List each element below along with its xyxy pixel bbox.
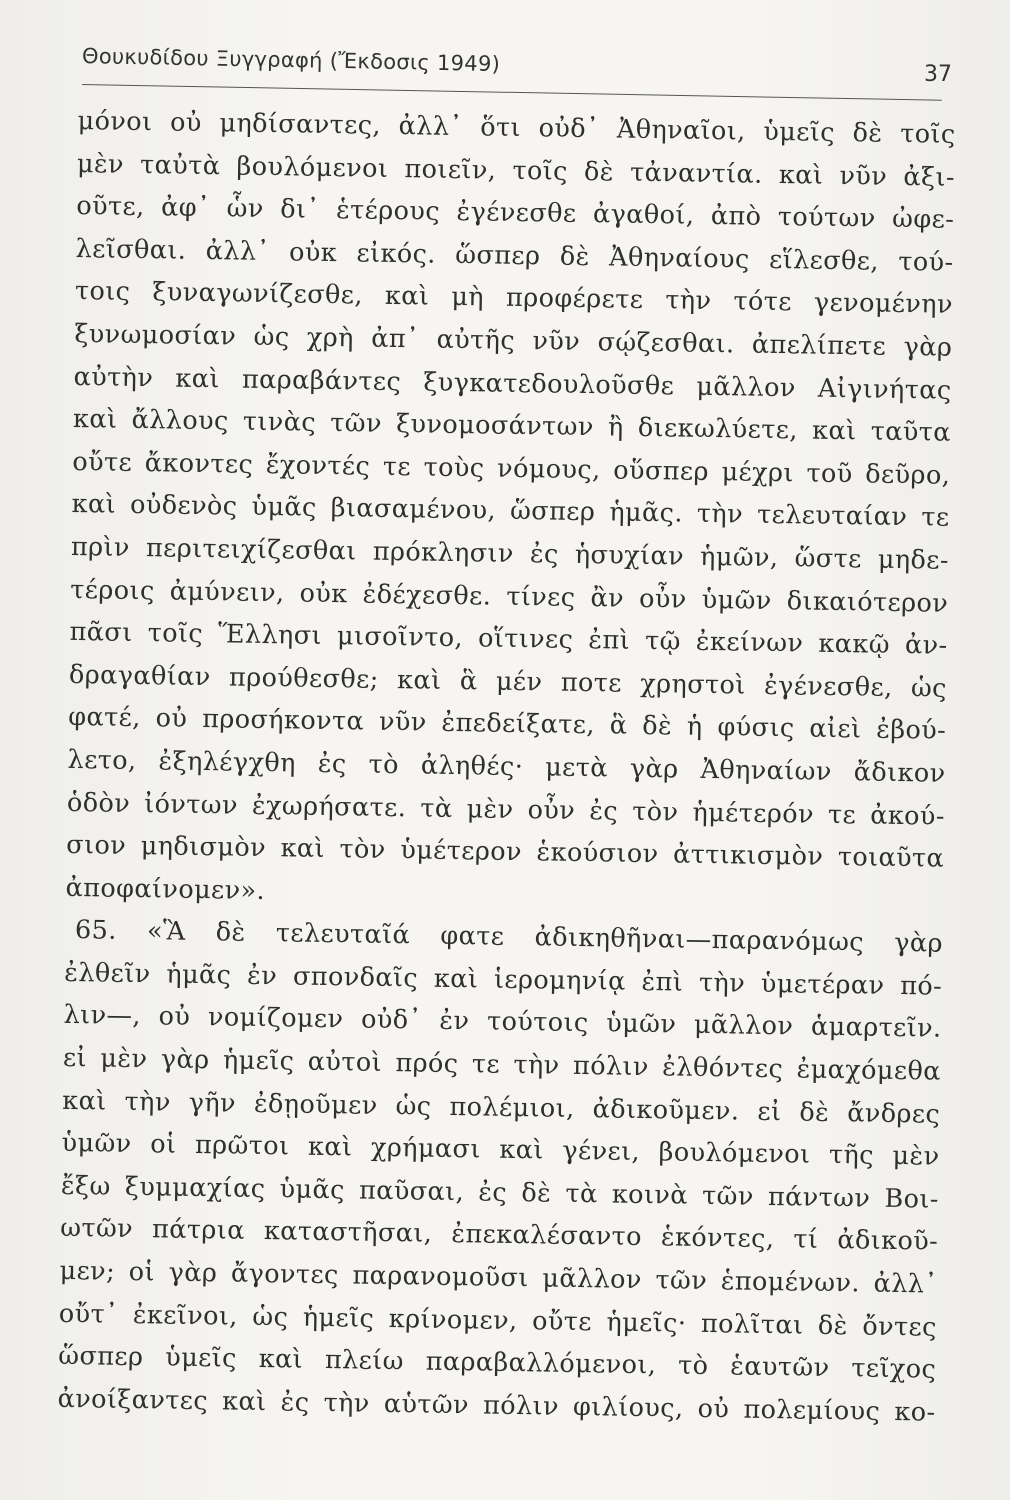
header-rule bbox=[82, 84, 942, 101]
text-line: μεν; οἱ γὰρ ἄγοντες παρανομοῦσι μᾶλλον τῶν ἑπομένων. ἀλλ᾽ bbox=[59, 1255, 938, 1300]
text-line: καὶ οὐδενὸς ὑμᾶς βιασαμένου, ὥσπερ ἡμᾶς. τὴν τελευταίαν τε bbox=[71, 489, 950, 534]
text-line: ὁδὸν ἰόντων ἐχωρήσατε. τὰ μὲν οὖν ἐς τὸν ἡμέτερόν τε ἀκού- bbox=[66, 787, 946, 832]
text-line: οῦτε, ἀφ᾽ ὧν δι᾽ ἑτέρους ἐγένεσθε ἀγαθοί, ἀπὸ τούτων ὠφε- bbox=[76, 191, 955, 235]
section-65-heading-line: 65. «Ἃ δὲ τελευταῖά φατε ἀδικηθῆναι—παρανόμως γὰρ bbox=[74, 915, 944, 959]
text-line: ὥσπερ ὑμεῖς καὶ πλείω παραβαλλόμενοι, τὸ ἑαυτῶν τεῖχος bbox=[58, 1341, 937, 1385]
running-title: Θουκυδίδου Ξυγγραφή (Ἔκδοσις 1949) bbox=[81, 44, 501, 77]
page-header bbox=[82, 36, 952, 98]
text-line: φατέ, οὐ προσήκοντα νῦν ἐπεδείξατε, ἃ δὲ ἡ φύσις αἰεὶ ἐβού- bbox=[68, 702, 947, 747]
text-line: οὔτ᾽ ἐκεῖνοι, ὡς ἡμεῖς κρίνομεν, οὔτε ἡμεῖς· πολῖται δὲ ὄντες bbox=[58, 1298, 938, 1343]
text-line: καὶ ἄλλους τινὰς τῶν ξυνομοσάντων ἢ διεκωλύετε, καὶ ταῦτα bbox=[72, 404, 952, 448]
text-line: τοις ξυναγωνίζεσθε, καὶ μὴ προφέρετε τὴν τότε γενομένην bbox=[74, 276, 954, 321]
paragraph-end-line: ἀποφαίνομεν». bbox=[65, 872, 266, 906]
text-line: σιον μηδισμὸν καὶ τὸν ὑμέτερον ἑκούσιον ἀττικισμὸν τοιαῦτα bbox=[66, 830, 945, 874]
text-line: ξυνωμοσίαν ὡς χρὴ ἀπ᾽ αὐτῆς νῦν σῴζεσθαι. ἀπελίπετε γὰρ bbox=[74, 318, 953, 363]
body-text bbox=[57, 100, 956, 1434]
text-line: ἐλθεῖν ἡμᾶς ἐν σπονδαῖς καὶ ἱερομηνίᾳ ἐπὶ τὴν ὑμετέραν πό- bbox=[64, 957, 943, 1002]
text-line: μόνοι οὐ μηδίσαντες, ἀλλ᾽ ὅτι οὐδ᾽ Ἀθηναῖοι, ὑμεῖς δὲ τοῖς bbox=[77, 105, 956, 150]
text-line: λετο, ἐξηλέγχθη ἐς τὸ ἀληθές· μετὰ γὰρ Ἀθηναίων ἄδικον bbox=[67, 744, 946, 789]
text-line: καὶ τὴν γῆν ἐδῃοῦμεν ὡς πολέμιοι, ἀδικοῦμεν. εἰ δὲ ἄνδρες bbox=[62, 1085, 941, 1130]
text-line: ὑμῶν οἱ πρῶτοι καὶ χρήμασι καὶ γένει, βουλόμενοι τῆς μὲν bbox=[61, 1128, 940, 1172]
text-line: οὔτε ἄκοντες ἔχοντές τε τοὺς νόμους, οὕσπερ μέχρι τοῦ δεῦρο, bbox=[72, 446, 951, 491]
text-line: λιν—, οὐ νομίζομεν οὐδ᾽ ἐν τούτοις ὑμῶν μᾶλλον ἁμαρτεῖν. bbox=[63, 1000, 942, 1045]
text-line: ἀνοίξαντες καὶ ἐς τὴν αὑτῶν πόλιν φιλίους, οὐ πολεμίους κο- bbox=[57, 1383, 936, 1428]
text-line: πᾶσι τοῖς Ἕλλησι μισοῖντο, οἵτινες ἐπὶ τῷ ἐκείνων κακῷ ἀν- bbox=[69, 617, 948, 661]
text-line: εἰ μὲν γὰρ ἡμεῖς αὐτοὶ πρός τε τὴν πόλιν ἐλθόντες ἐμαχόμεθα bbox=[62, 1042, 942, 1087]
text-line: αὐτὴν καὶ παραβάντες ξυγκατεδουλοῦσθε μᾶλλον Αἰγινήτας bbox=[73, 361, 952, 406]
page-number: 37 bbox=[924, 62, 952, 87]
text-line: δραγαθίαν προύθεσθε; καὶ ἃ μέν ποτε χρηστοὶ ἐγένεσθε, ὡς bbox=[68, 659, 948, 704]
text-line: τέροις ἀμύνειν, οὐκ ἐδέχεσθε. τίνες ἂν οὖν ὑμῶν δικαιότερον bbox=[70, 574, 949, 619]
text-line: λεῖσθαι. ἀλλ᾽ οὐκ εἰκός. ὥσπερ δὲ Ἀθηναίους εἵλεσθε, τού- bbox=[75, 233, 954, 278]
text-line: ἔξω ξυμμαχίας ὑμᾶς παῦσαι, ἐς δὲ τὰ κοινὰ τῶν πάντων Βοι- bbox=[60, 1170, 940, 1215]
text-line: πρὶν περιτειχίζεσθαι πρόκλησιν ἐς ἡσυχίαν ἡμῶν, ὥστε μηδε- bbox=[70, 531, 950, 576]
text-line: ωτῶν πάτρια καταστῆσαι, ἐπεκαλέσαντο ἑκόντες, τί ἀδικοῦ- bbox=[60, 1213, 939, 1258]
text-line: μὲν ταὐτὰ βουλόμενοι ποιεῖν, τοῖς δὲ τἀναντία. καὶ νῦν ἀξι- bbox=[76, 148, 956, 193]
